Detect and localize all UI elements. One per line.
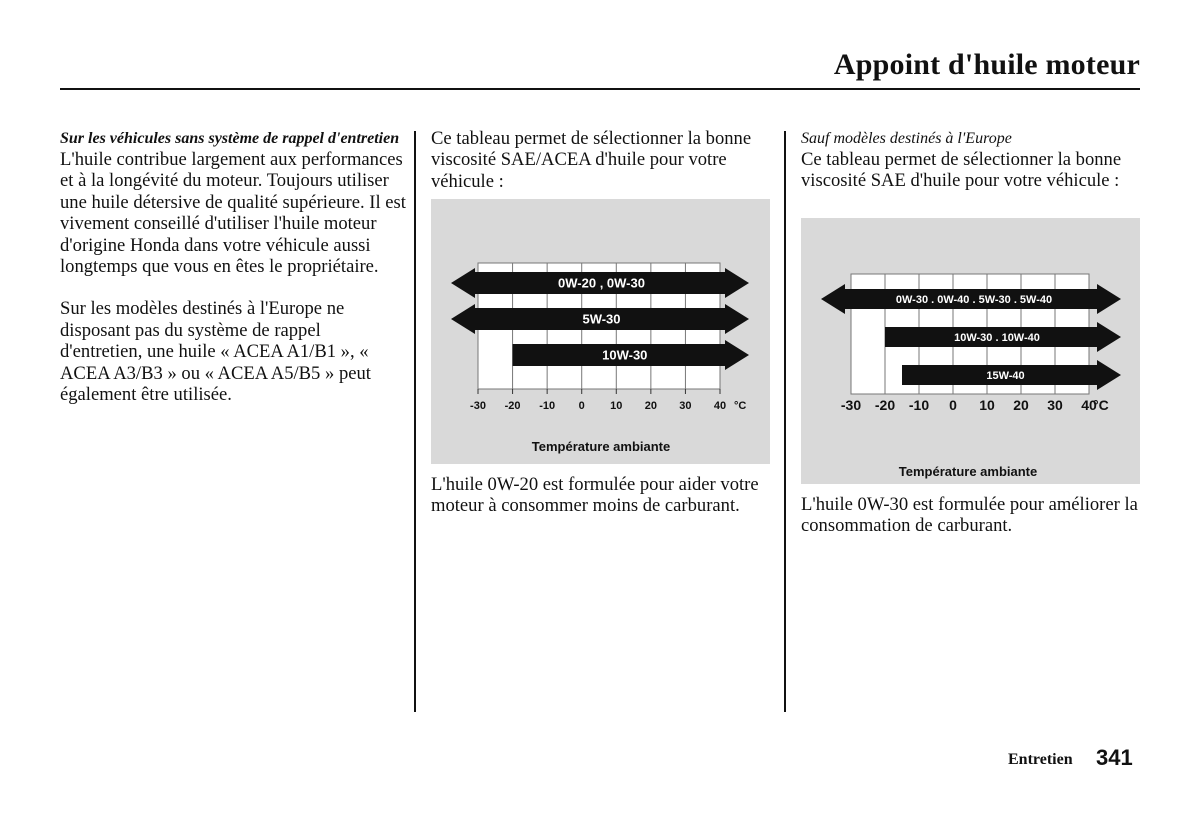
viscosity-range-label: 15W-40	[986, 369, 1025, 382]
page-title: Appoint d'huile moteur	[833, 48, 1140, 81]
column-divider-1	[414, 131, 416, 712]
viscosity-chart-2	[801, 218, 1140, 484]
column-middle-note	[431, 474, 776, 517]
viscosity-range-label: 10W-30 . 10W-40	[954, 331, 1040, 344]
footer-section-label: Entretien	[1008, 751, 1073, 768]
column-right	[801, 128, 1146, 192]
viscosity-chart-2-svg	[801, 218, 1140, 484]
axis-tick-label: 40	[1081, 397, 1097, 413]
paragraph-oil-quality: L'huile contribue largement aux performances et à la longévité du moteur. Toujours utiliser une huile détersive de qualité supérieure. Il est vivement conseillé d'utiliser l'huile moteur d'origine Honda dans votre véhicule aussi longtemps que vous en êtes le propriétaire.	[60, 149, 406, 278]
axis-tick-label: 20	[1013, 397, 1029, 413]
axis-tick-label: 10	[610, 400, 623, 412]
axis-tick-label: -20	[504, 400, 521, 412]
column-middle	[431, 128, 776, 192]
column-right-note	[801, 494, 1146, 537]
axis-tick-label: 40	[713, 400, 727, 412]
axis-unit-label: °C	[734, 400, 747, 412]
paragraph-europe-acea: Sur les modèles destinés à l'Europe ne disposant pas du système de rappel d'entretien, une huile « ACEA A1/B1 », « ACEA A3/B3 » ou « ACEA A5/B5 » peut également être utilisée.	[60, 298, 371, 406]
viscosity-range-label: 5W-30	[582, 311, 621, 327]
viscosity-chart-1-svg	[431, 199, 770, 464]
except-europe-note: Sauf modèles destinés à l'Europe	[801, 130, 1012, 147]
axis-tick-label: 10	[979, 397, 995, 413]
subheading-no-maintenance-reminder: Sur les véhicules sans système de rappel d'entretien	[60, 130, 400, 147]
chart1-note: L'huile 0W-20 est formulée pour aider votre moteur à consommer moins de carburant.	[431, 474, 759, 517]
axis-tick-label: 30	[679, 400, 692, 412]
axis-tick-label: -10	[908, 397, 930, 413]
axis-tick-label: 30	[1047, 397, 1063, 413]
viscosity-range-label: 10W-30	[602, 347, 648, 363]
axis-tick-label: -20	[874, 397, 896, 413]
axis-tick-label: 0	[949, 397, 957, 413]
viscosity-chart-1	[431, 199, 770, 464]
chart2-note: L'huile 0W-30 est formulée pour améliorer la consommation de carburant.	[801, 494, 1138, 537]
chart1-intro: Ce tableau permet de sélectionner la bonne viscosité SAE/ACEA d'huile pour votre véhicule :	[431, 128, 752, 192]
axis-title: Température ambiante	[898, 464, 1038, 479]
axis-title: Température ambiante	[531, 439, 671, 454]
axis-tick-label: -30	[840, 397, 862, 413]
axis-tick-label: -30	[470, 400, 486, 412]
axis-tick-label: -10	[539, 400, 556, 412]
axis-tick-label: 20	[644, 400, 657, 412]
column-divider-2	[784, 131, 786, 712]
column-left	[60, 128, 406, 405]
title-divider	[60, 88, 1140, 90]
viscosity-range-label: 0W-20 , 0W-30	[558, 275, 645, 291]
axis-unit-label: °C	[1093, 397, 1109, 413]
page-number: 341	[1096, 745, 1133, 770]
chart2-intro: Ce tableau permet de sélectionner la bonne viscosité SAE d'huile pour votre véhicule :	[801, 149, 1122, 192]
axis-tick-label: 0	[578, 400, 585, 412]
viscosity-range-label: 0W-30 . 0W-40 . 5W-30 . 5W-40	[895, 293, 1053, 306]
